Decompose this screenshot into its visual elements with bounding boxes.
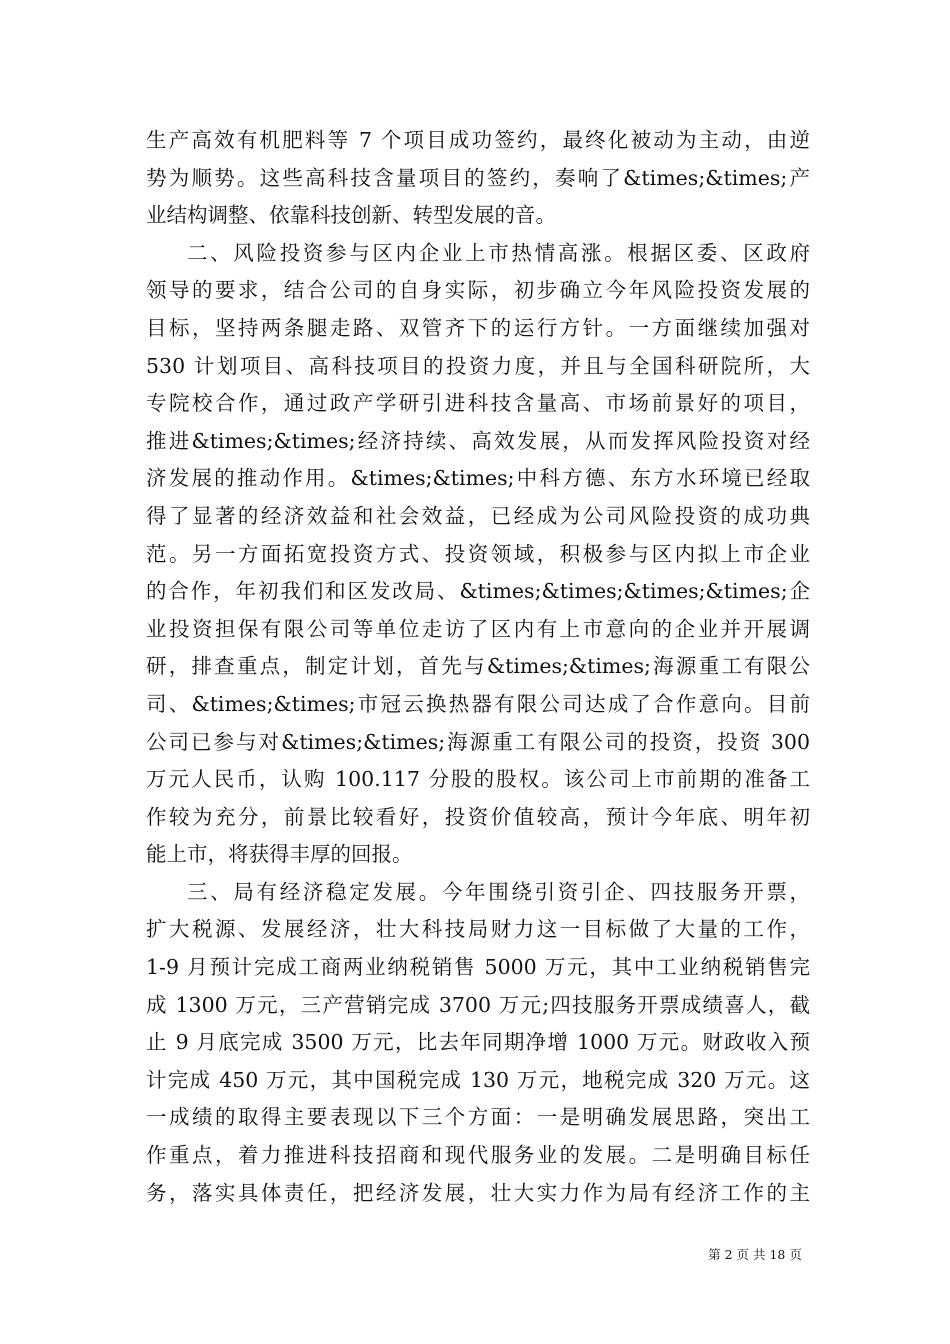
text-line: 目标，坚持两条腿走路、双管齐下的运行方针。一方面继续加强对 <box>146 315 810 340</box>
text-line: 研，排查重点，制定计划，首先与&times;&times;海源重工有限公 <box>146 654 810 679</box>
text-line: 生产高效有机肥料等 7 个项目成功签约，最终化被动为主动，由逆 <box>146 128 810 152</box>
page-number-label: 第 2 页 共 18 页 <box>708 1247 802 1262</box>
text-line: 领导的要求，结合公司的自身实际，初步确立今年风险投资发展的 <box>146 278 810 303</box>
text-line: 济发展的推动作用。&times;&times;中科方德、东方水环境已经取 <box>146 466 810 491</box>
text-line: 计完成 450 万元，其中国税完成 130 万元，地税完成 320 万元。这 <box>146 1067 810 1092</box>
text-line: 业投资担保有限公司等单位走访了区内有上市意向的企业并开展调 <box>146 616 810 641</box>
text-line: 一成绩的取得主要表现以下三个方面：一是明确发展思路，突出工 <box>146 1105 810 1130</box>
text-line: 作重点，着力推进科技招商和现代服务业的发展。二是明确目标任 <box>146 1143 810 1168</box>
paragraph-start-line: 三、局有经济稳定发展。今年围绕引资引企、四技服务开票， <box>187 879 810 904</box>
text-line: 范。另一方面拓宽投资方式、投资领域，积极参与区内拟上市企业 <box>146 541 810 566</box>
text-line: 的合作，年初我们和区发改局、&times;&times;&times;&times;企 <box>146 579 810 604</box>
text-line: 扩大税源、发展经济，壮大科技局财力这一目标做了大量的工作， <box>146 917 810 942</box>
text-line: 势为顺势。这些高科技含量项目的签约，奏响了&times;&times;产 <box>146 165 810 190</box>
text-line: 530 计划项目、高科技项目的投资力度，并且与全国科研院所，大 <box>146 353 810 378</box>
text-line: 成 1300 万元，三产营销完成 3700 万元;四技服务开票成绩喜人，截 <box>146 992 810 1017</box>
text-line: 公司已参与对&times;&times;海源重工有限公司的投资，投资 300 <box>146 729 810 754</box>
text-line: 司、&times;&times;市冠云换热器有限公司达成了合作意向。目前 <box>146 691 810 716</box>
page-footer <box>0 1247 950 1263</box>
text-line: 务，落实具体责任，把经济发展，壮大实力作为局有经济工作的主 <box>146 1180 810 1205</box>
text-line: 推进&times;&times;经济持续、高效发展，从而发挥风险投资对经 <box>146 428 810 453</box>
text-line: 作较为充分，前景比较看好，投资价值较高，预计今年底、明年初 <box>146 804 810 829</box>
text-line: 专院校合作，通过政产学研引进科技含量高、市场前景好的项目， <box>146 391 810 416</box>
text-line: 1-9 月预计完成工商两业纳税销售 5000 万元，其中工业纳税销售完 <box>146 955 810 980</box>
text-line: 得了显著的经济效益和社会效益，已经成为公司风险投资的成功典 <box>146 503 810 528</box>
paragraph-start-line: 二、风险投资参与区内企业上市热情高涨。根据区委、区政府 <box>187 240 810 265</box>
document-body <box>146 122 810 1212</box>
text-line: 止 9 月底完成 3500 万元，比去年同期净增 1000 万元。财政收入预 <box>146 1030 810 1055</box>
text-line: 能上市，将获得丰厚的回报。 <box>146 842 413 867</box>
text-line: 业结构调整、依靠科技创新、转型发展的音。 <box>146 203 556 228</box>
text-line: 万元人民币，认购 100.117 分股的股权。该公司上市前期的准备工 <box>146 767 810 792</box>
